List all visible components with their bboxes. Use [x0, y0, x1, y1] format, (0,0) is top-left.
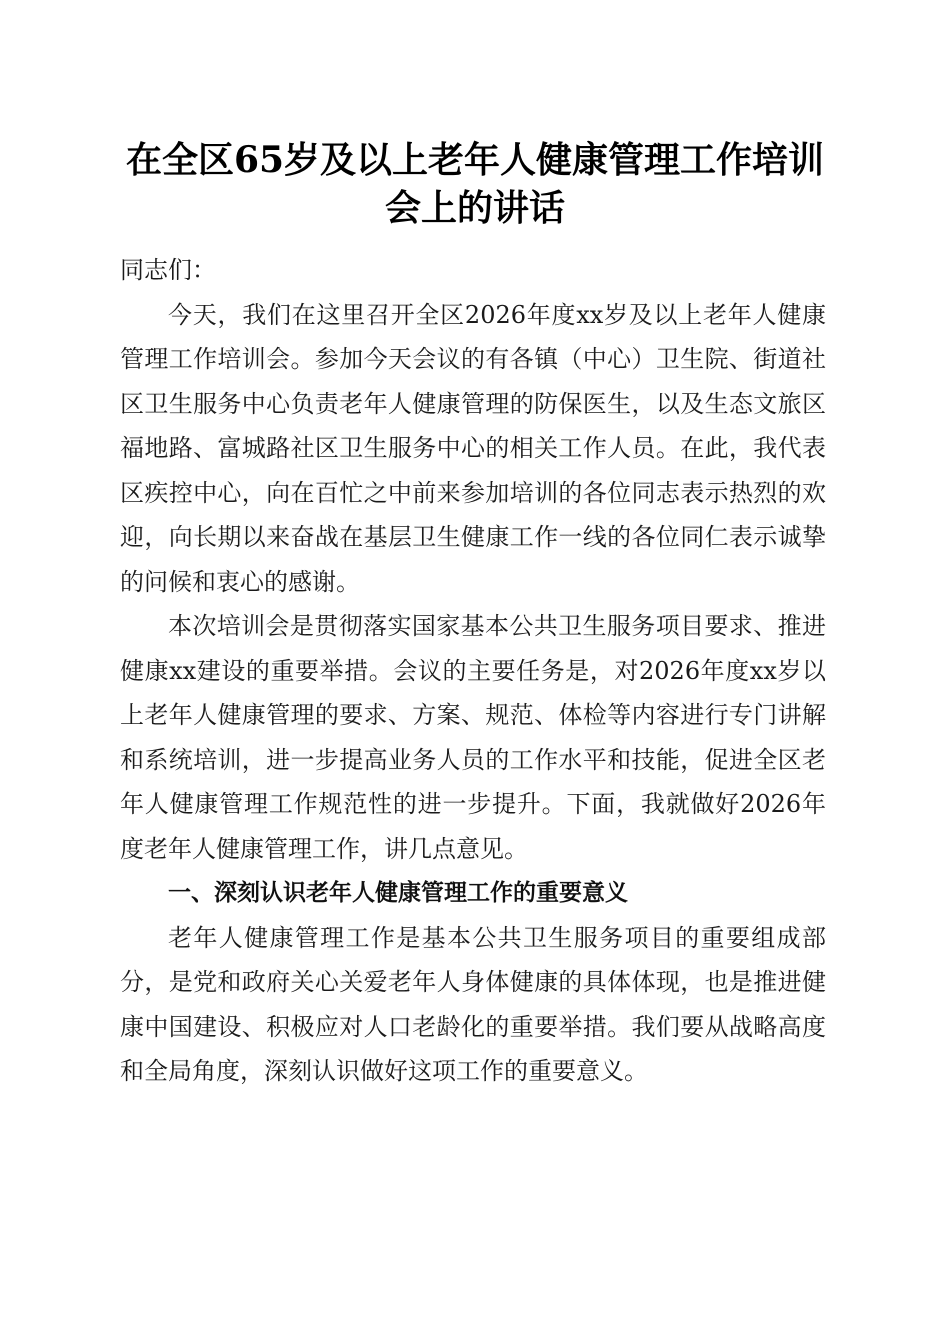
- greeting: 同志们：: [120, 256, 216, 284]
- section-heading-1: 一、深刻认识老年人健康管理工作的重要意义: [168, 880, 628, 906]
- title-line-1: 在全区65岁及以上老年人健康管理工作培训: [125, 139, 825, 181]
- paragraph-2: 本次培训会是贯彻落实国家基本公共卫生服务项目要求、推进健康xx建设的重要举措。会议的主要任务是，对2026年度xx岁以上老年人健康管理的要求、方案、规范、体检等内容进行专门讲解和系统培训，进一步提高业务人员的工作水平和技能，促进全区老年人健康管理工作规范性的进一步提升。下面，我就做好2026年度老年人健康管理工作，讲几点意见。: [120, 612, 826, 863]
- title-line-2: 会上的讲话: [384, 187, 565, 229]
- section-1-paragraph: 老年人健康管理工作是基本公共卫生服务项目的重要组成部分，是党和政府关心关爱老年人身体健康的具体体现，也是推进健康中国建设、积极应对人口老龄化的重要举措。我们要从战略高度和全局角度，深刻认识做好这项工作的重要意义。: [120, 923, 826, 1085]
- document-title: [110, 136, 840, 232]
- paragraph-1: 今天，我们在这里召开全区2026年度xx岁及以上老年人健康管理工作培训会。参加今天会议的有各镇（中心）卫生院、街道社区卫生服务中心负责老年人健康管理的防保医生，以及生态文旅区福地路、富城路社区卫生服务中心的相关工作人员。在此，我代表区疾控中心，向在百忙之中前来参加培训的各位同志表示热烈的欢迎，向长期以来奋战在基层卫生健康工作一线的各位同仁表示诚挚的问候和衷心的感谢。: [120, 300, 826, 596]
- document-body: [120, 248, 826, 1094]
